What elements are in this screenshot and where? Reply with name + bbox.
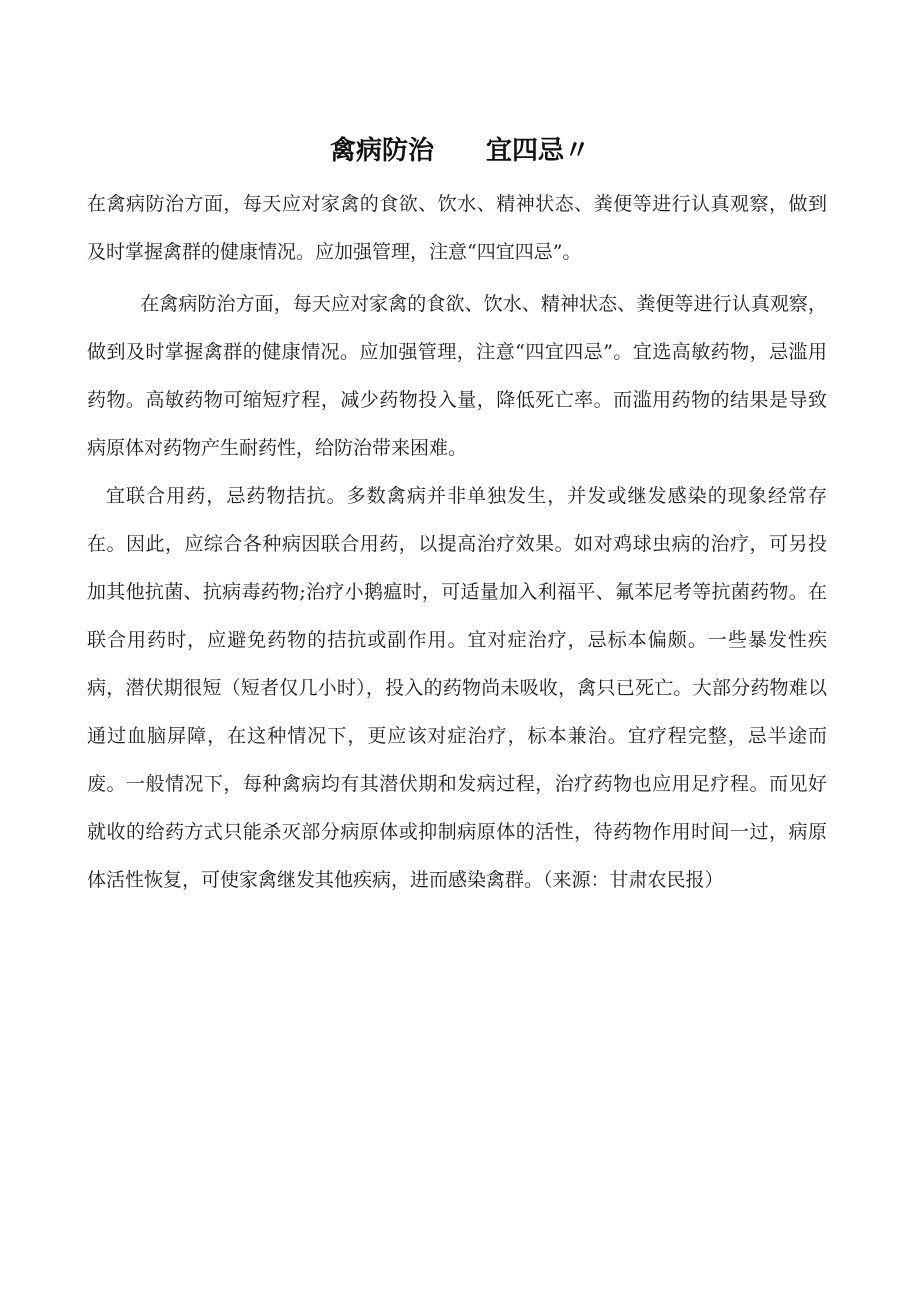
intro-paragraph: 在禽病防治方面，每天应对家禽的食欲、饮水、精神状态、粪便等进行认真观察，做到及时掌握禽群的健康情况。应加强管理，注意“四宜四忌”。: [87, 193, 827, 263]
document-title: 禽病防治 宜四忌〃: [329, 136, 590, 166]
body-paragraph-2: 宜联合用药，忌药物拮抗。多数禽病并非单独发生，并发或继发感染的现象经常存在。因此，应综合各种病因联合用药，以提高治疗效果。如对鸡球虫病的治疗，可另投加其他抗菌、抗病毒药物;治疗小鹅瘟时，可适量加入利福平、氟苯尼考等抗菌药物。在联合用药时，应避免药物的拮抗或副作用。宜对症治疗，忌标本偏颇。一些暴发性疾病，潜伏期很短（短者仅几小时），投入的药物尚未吸收，禽只已死亡。大部分药物难以通过血脑屏障，在这种情况下，更应该对症治疗，标本兼治。宜疗程完整，忌半途而废。一般情况下，每种禽病均有其潜伏期和发病过程，治疗药物也应用足疗程。而见好就收的给药方式只能杀灭部分病原体或抑制病原体的活性，待药物作用时间一过，病原体活性恢复，可使家禽继发其他疾病，进而感染禽群。（来源：甘肃农民报）: [87, 485, 827, 891]
document-body: [87, 180, 827, 904]
body-paragraph-1: 在禽病防治方面，每天应对家禽的食欲、饮水、精神状态、粪便等进行认真观察，做到及时掌握禽群的健康情况。应加强管理，注意“四宜四忌”。宜选高敏药物，忌滥用药物。高敏药物可缩短疗程，减少药物投入量，降低死亡率。而滥用药物的结果是导致病原体对药物产生耐药性，给防治带来困难。: [87, 293, 827, 459]
